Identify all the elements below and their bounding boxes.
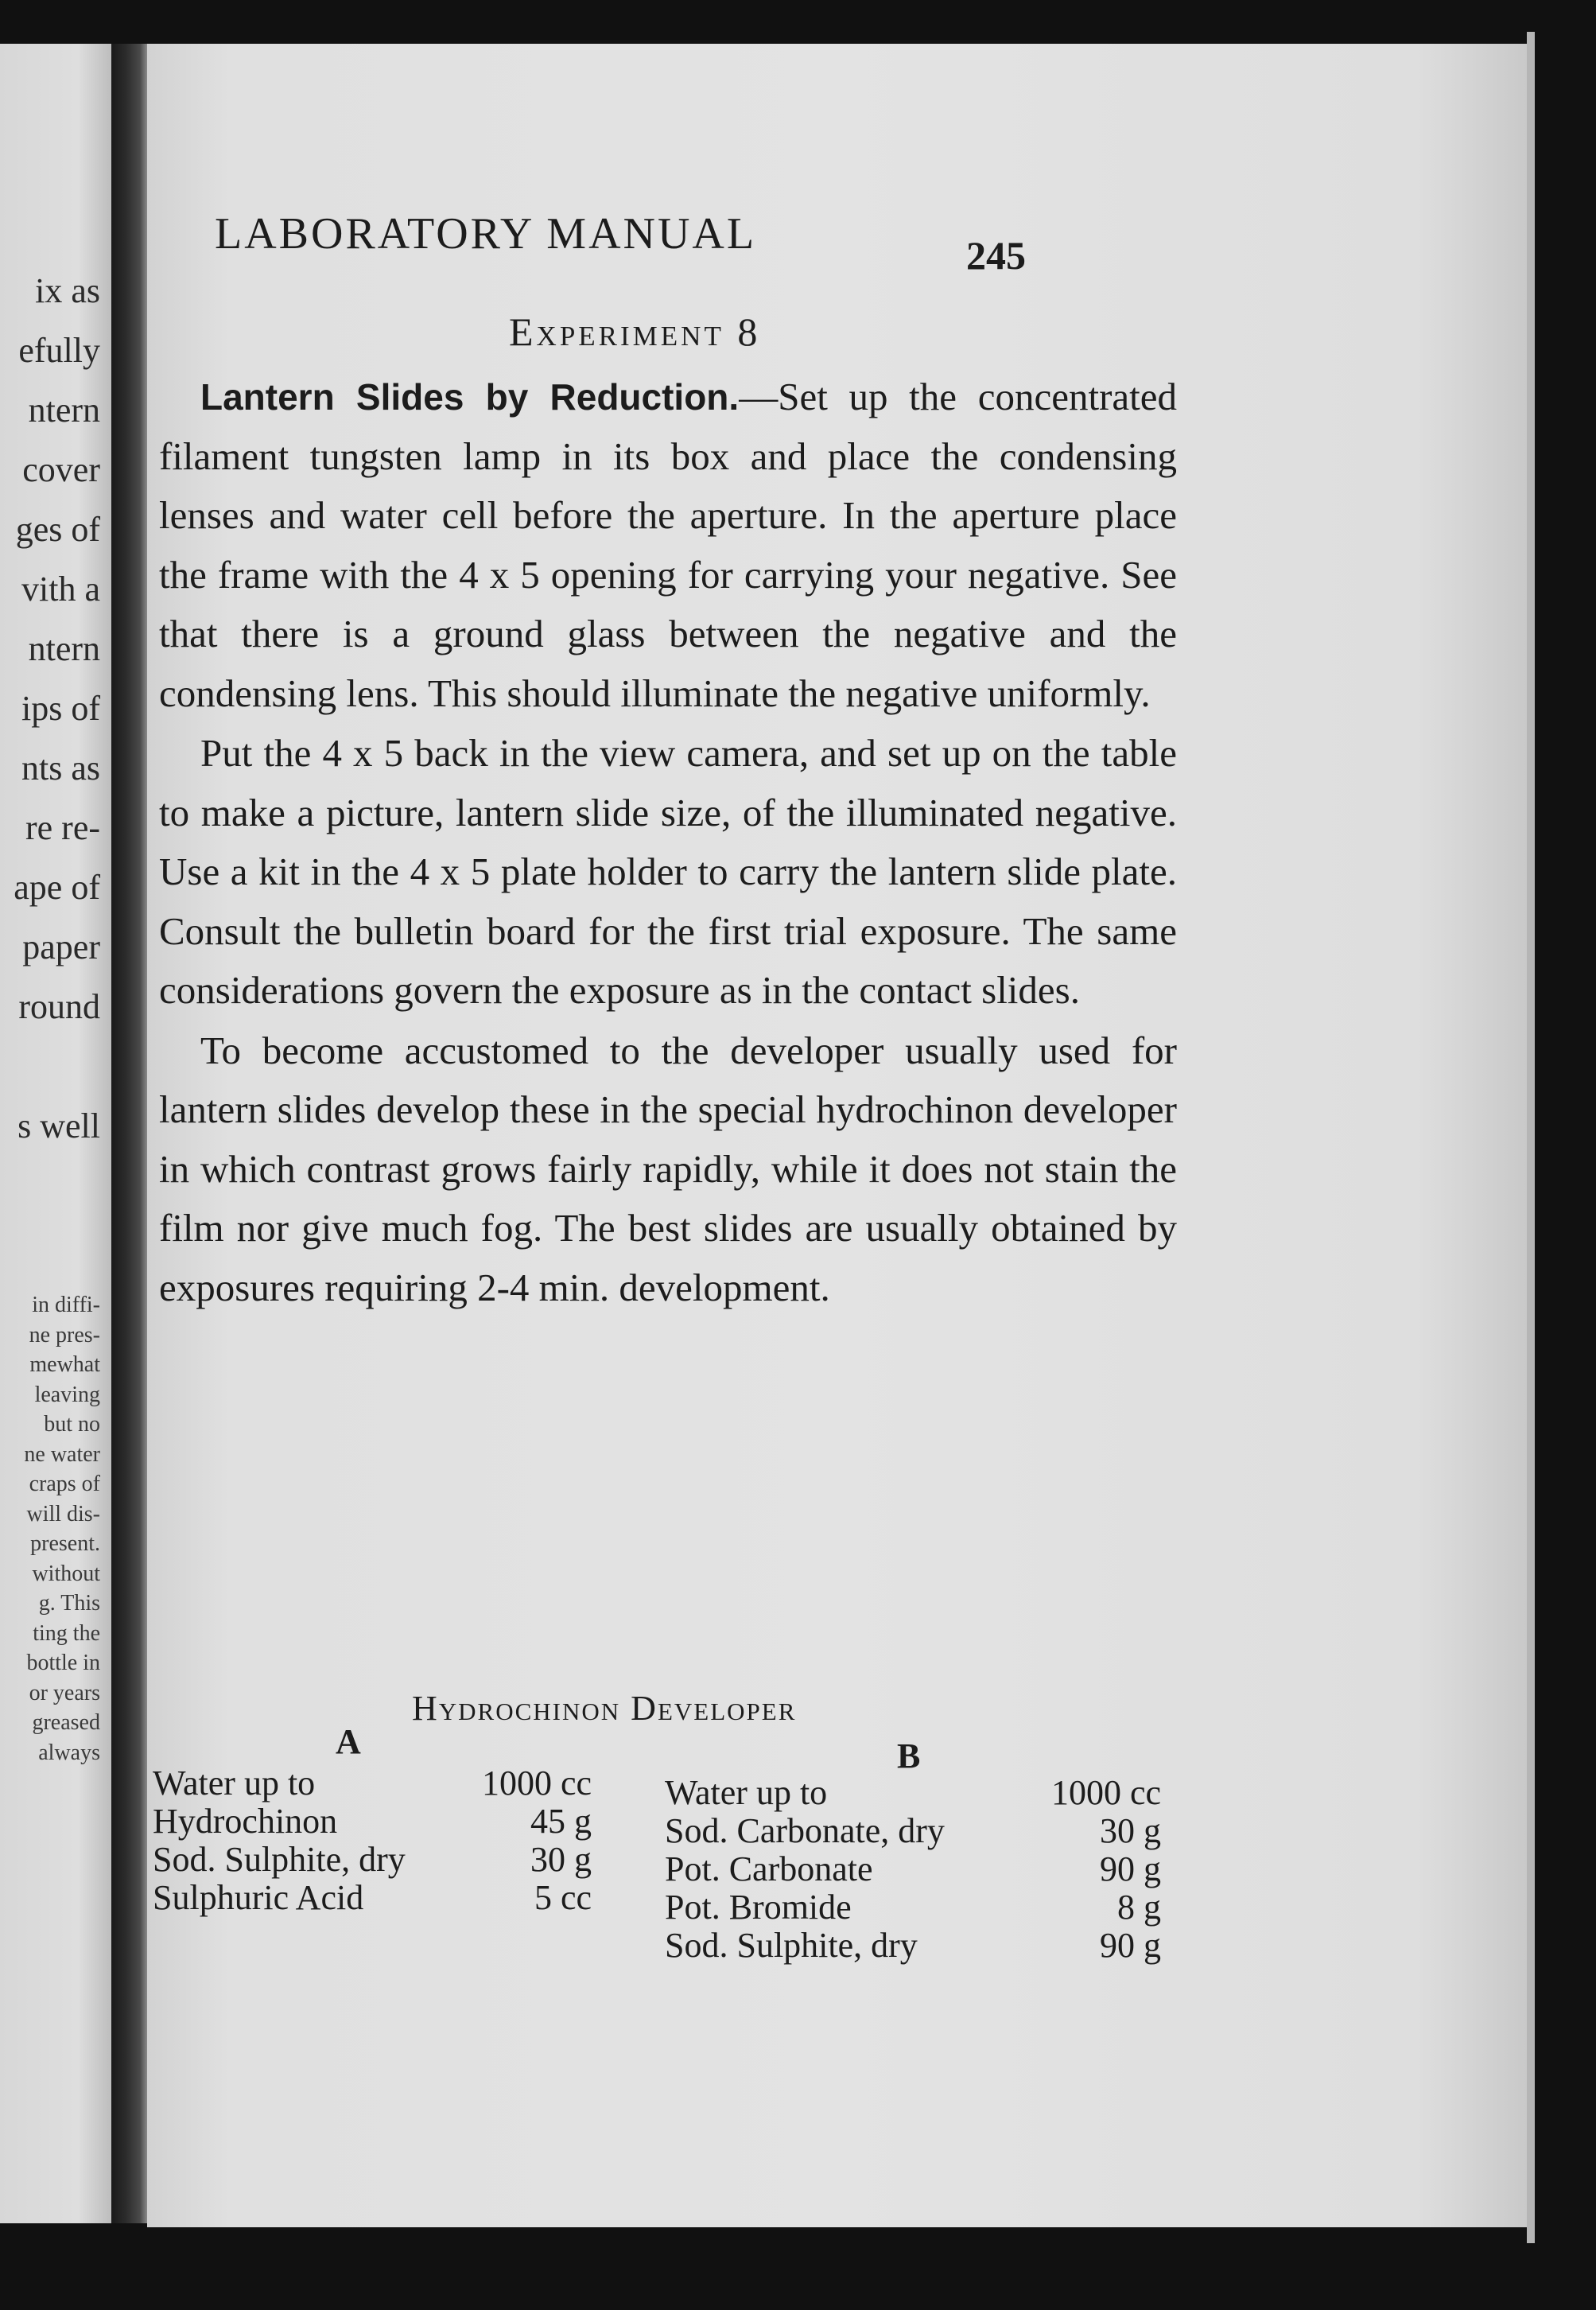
recipe-row <box>153 1764 592 1802</box>
ingredient-name: Sod. Sulphite, dry <box>153 1840 406 1879</box>
body-text <box>159 368 1177 1317</box>
ingredient-quantity: 1000 cc <box>481 1764 592 1802</box>
column-b-label: B <box>897 1736 921 1775</box>
facing-page-text: ges of <box>15 510 100 549</box>
recipe-row <box>153 1802 592 1841</box>
facing-page-text: efully <box>18 331 100 370</box>
paragraph <box>159 724 1177 1021</box>
recipe-b <box>665 1774 1161 1965</box>
facing-page-text: ix as <box>35 271 100 310</box>
facing-page-text: leaving <box>34 1382 100 1407</box>
facing-page-text: g. This <box>38 1591 100 1616</box>
paragraph <box>159 368 1177 723</box>
facing-page-text: ips of <box>21 689 100 728</box>
facing-page-text: mewhat <box>29 1352 100 1377</box>
recipe-a <box>153 1764 592 1917</box>
ingredient-name: Pot. Carbonate <box>665 1849 873 1888</box>
book-gutter <box>111 44 147 2223</box>
ingredient-quantity: 1000 cc <box>1050 1773 1161 1812</box>
recipe-row <box>665 1927 1161 1965</box>
facing-page-text: craps of <box>29 1472 100 1496</box>
paragraph <box>159 1021 1177 1318</box>
facing-page-text: present. <box>30 1531 100 1556</box>
ingredient-quantity: 30 g <box>530 1840 592 1879</box>
run-in-heading: Lantern Slides by Reduction. <box>200 376 740 418</box>
facing-page-text: always <box>38 1740 100 1765</box>
facing-page-text: or years <box>29 1680 100 1705</box>
ingredient-quantity: 8 g <box>1117 1888 1161 1927</box>
recipe-row <box>665 1774 1161 1812</box>
recipe-row <box>153 1879 592 1917</box>
paragraph-text: Put the 4 x 5 back in the view camera, and set up on the table to make a picture, lantern slide size, of the illuminated negative. Use a kit in the 4 x 5 plate holder to carry the lantern slide plate. Consult the bulletin board for the first trial exposure. The same considerations govern the exposure as in the contact slides. <box>159 731 1177 1012</box>
facing-page-text: nts as <box>21 749 100 788</box>
facing-page-text: ting the <box>33 1620 100 1646</box>
recipe-row <box>153 1841 592 1879</box>
facing-page-text: vith a <box>21 570 100 609</box>
facing-page-text: cover <box>22 450 100 489</box>
page-number: 245 <box>966 233 1026 278</box>
experiment-heading: Experiment 8 <box>509 309 761 354</box>
page-edge <box>1527 32 1535 2243</box>
running-head: LABORATORY MANUAL <box>215 209 757 259</box>
facing-page-text: ne water <box>24 1441 100 1467</box>
ingredient-name: Sulphuric Acid <box>153 1878 364 1917</box>
ingredient-name: Sod. Carbonate, dry <box>665 1811 945 1850</box>
ingredient-quantity: 90 g <box>1100 1849 1161 1888</box>
facing-page-text: will dis- <box>26 1501 100 1526</box>
facing-page-text: paper <box>22 928 100 966</box>
paragraph-text: —Set up the concentrated filament tungsten lamp in its box and place the condensing lenses and water cell before the aperture. In the aperture place the frame with the 4 x 5 opening for carrying your negative. See that there is a ground glass between the negative and the condensing lens. This should illuminate the negative uniformly. <box>159 375 1178 715</box>
ingredient-name: Pot. Bromide <box>665 1888 852 1927</box>
facing-page-text: ape of <box>14 868 100 907</box>
ingredient-name: Hydrochinon <box>153 1802 338 1841</box>
facing-page-fragment <box>0 44 111 2223</box>
facing-page-text: ntern <box>28 391 100 430</box>
facing-page-text: but no <box>44 1412 100 1437</box>
facing-page-text: ne pres- <box>29 1322 100 1348</box>
facing-page-text: s well <box>17 1106 100 1145</box>
ingredient-quantity: 45 g <box>530 1802 592 1841</box>
ingredient-quantity: 30 g <box>1100 1811 1161 1850</box>
ingredient-quantity: 90 g <box>1100 1926 1161 1965</box>
ingredient-name: Sod. Sulphite, dry <box>665 1926 918 1965</box>
facing-page-text: re re- <box>25 808 100 847</box>
facing-page-text: round <box>18 987 100 1026</box>
recipe-row <box>665 1850 1161 1888</box>
facing-page-text: bottle in <box>26 1651 100 1675</box>
paragraph-text: To become accustomed to the developer usually used for lantern slides develop these in the special hydrochinon developer in which contrast grows fairly rapidly, while it does not stain the film nor give much fog. The best slides are usually obtained by exposures requiring 2-4 min. development. <box>159 1028 1177 1309</box>
ingredient-name: Water up to <box>665 1773 828 1812</box>
facing-page-text: ntern <box>28 629 100 668</box>
facing-page-text: in diffi- <box>32 1293 100 1317</box>
facing-page-text: greased <box>32 1710 100 1735</box>
column-a-label: A <box>336 1722 361 1761</box>
ingredient-name: Water up to <box>153 1764 316 1802</box>
ingredient-quantity: 5 cc <box>534 1878 592 1917</box>
recipe-row <box>665 1812 1161 1850</box>
facing-page-text: without <box>32 1561 100 1586</box>
table-title: Hydrochinon Developer <box>412 1689 797 1728</box>
recipe-row <box>665 1888 1161 1927</box>
